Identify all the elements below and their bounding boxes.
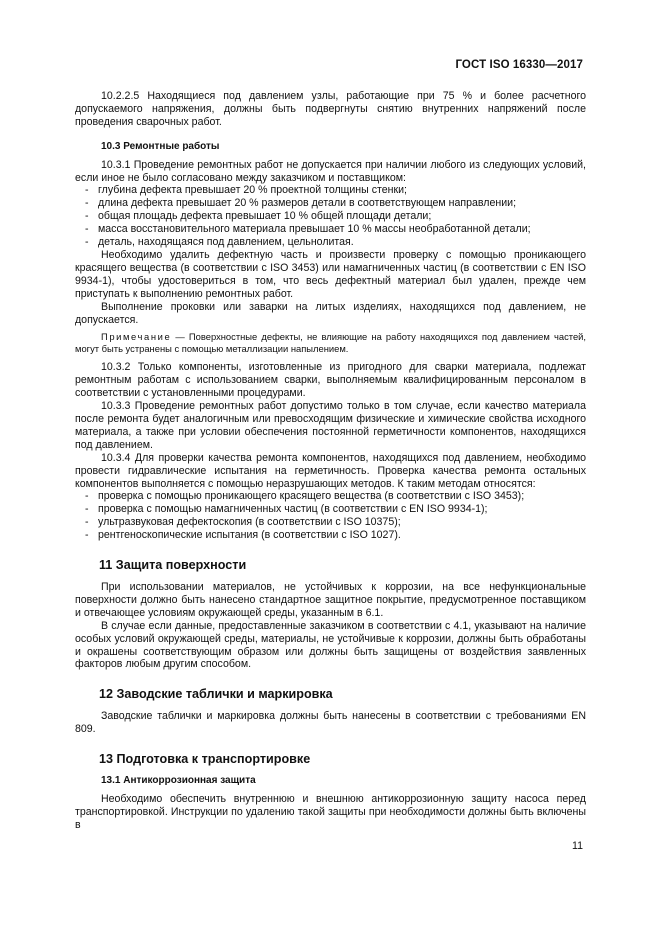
section-12-title: 12 Заводские таблички и маркировка bbox=[99, 687, 333, 702]
paragraph-welding-restriction: Выполнение проковки или заварки на литых изделиях, находящихся под давлением, не допускается. bbox=[75, 300, 586, 326]
inspection-methods-list bbox=[75, 490, 586, 542]
list-item: - ультразвуковая дефектоскопия (в соответствии с ISO 10375); bbox=[85, 516, 586, 529]
list-item: - масса восстановительного материала превышает 10 % массы необработанной детали; bbox=[85, 223, 586, 236]
paragraph-11-2: В случае если данные, предоставленные заказчиком в соответствии с 4.1, указывают на наличие особых условий окружающей среды, материалы, не устойчивые к коррозии, должны быть обработаны и окрашены соответствующим образом или должны быть защищены от воздействия заявленных факторов любым другим способом. bbox=[75, 619, 586, 671]
paragraph-10-3-1: 10.3.1 Проведение ремонтных работ не допускается при наличии любого из следующих условий, если иное не было согласовано между заказчиком и поставщиком: bbox=[75, 158, 586, 184]
list-item: - деталь, находящаяся под давлением, цельнолитая. bbox=[85, 236, 586, 249]
paragraph-defect-removal: Необходимо удалить дефектную часть и произвести проверку с помощью проникающего красящего вещества (в соответствии с ISO 3453) или намагниченных частиц (в соответствии с EN ISO 9934-1), чтобы удостовериться в том, что весь дефектный материал был удален, прежде чем приступать к выполнению ремонтных работ. bbox=[75, 248, 586, 300]
paragraph-10-3-3: 10.3.3 Проведение ремонтных работ допустимо только в том случае, если качество материала после ремонта будет аналогичным или превосходящим физические и химические свойства исходного материала, а также при условии обеспечения постоянной герметичности компонентов, находящихся под давлением. bbox=[75, 400, 586, 451]
document-code: ГОСТ ISO 16330—2017 bbox=[455, 59, 583, 71]
page-content bbox=[75, 90, 586, 832]
list-item: - длина дефекта превышает 20 % размеров детали в соответствующем направлении; bbox=[85, 197, 586, 210]
note-label: Примечание bbox=[101, 331, 172, 343]
paragraph-10-2-2-5: 10.2.2.5 Находящиеся под давлением узлы, работающие при 75 % и более расчетного допускаемого напряжения, должны быть подвергнуты снятию внутренних напряжений после проведения сварочных работ. bbox=[75, 90, 586, 128]
paragraph-10-3-4: 10.3.4 Для проверки качества ремонта компонентов, находящихся под давлением, необходимо провести гидравлические испытания на герметичность. Проверка качества ремонта остальных компонентов выполняется с помощью неразрушающих методов. К таким методам относятся: bbox=[75, 451, 586, 490]
paragraph-11-1: При использовании материалов, не устойчивых к коррозии, на все нефункциональные поверхности должно быть нанесено стандартное защитное покрытие, предусмотренное поставщиком и отвечающее условиям окружающей среды, указанным в 6.1. bbox=[75, 581, 586, 619]
subsection-13-1-title: 13.1 Антикоррозионная защита bbox=[101, 774, 256, 786]
section-13-title: 13 Подготовка к транспортировке bbox=[99, 752, 311, 767]
page-number: 11 bbox=[572, 840, 583, 852]
list-item: - проверка с помощью проникающего красящего вещества (в соответствии с ISO 3453); bbox=[85, 490, 586, 503]
list-item: - глубина дефекта превышает 20 % проектной толщины стенки; bbox=[85, 184, 586, 197]
list-item: - проверка с помощью намагниченных частиц (в соответствии с EN ISO 9934-1); bbox=[85, 503, 586, 516]
subsection-10-3-title: 10.3 Ремонтные работы bbox=[101, 140, 220, 152]
note bbox=[75, 331, 586, 355]
paragraph-13-1: Необходимо обеспечить внутреннюю и внешнюю антикоррозионную защиту насоса перед транспортировкой. Инструкции по удалению такой защиты при необходимости должны быть включены в bbox=[75, 792, 586, 831]
paragraph-12-1: Заводские таблички и маркировка должны быть нанесены в соответствии с требованиями EN 809. bbox=[75, 710, 586, 736]
paragraph-10-3-2: 10.3.2 Только компоненты, изготовленные из пригодного для сварки материала, подлежат ремонтным работам с использованием сварки, выполняемым квалифицированным персоналом в соответствии с установленными процедурами. bbox=[75, 361, 586, 400]
list-item: - общая площадь дефекта превышает 10 % общей площади детали; bbox=[85, 210, 586, 223]
section-11-title: 11 Защита поверхности bbox=[99, 558, 247, 573]
list-item: - рентгеноскопические испытания (в соответствии с ISO 1027). bbox=[85, 529, 586, 542]
repair-conditions-list bbox=[75, 184, 586, 249]
note-text: — Поверхностные дефекты, не влияющие на работу находящихся под давлением частей, могут быть устранены с помощью металлизации напылением. bbox=[75, 331, 586, 355]
